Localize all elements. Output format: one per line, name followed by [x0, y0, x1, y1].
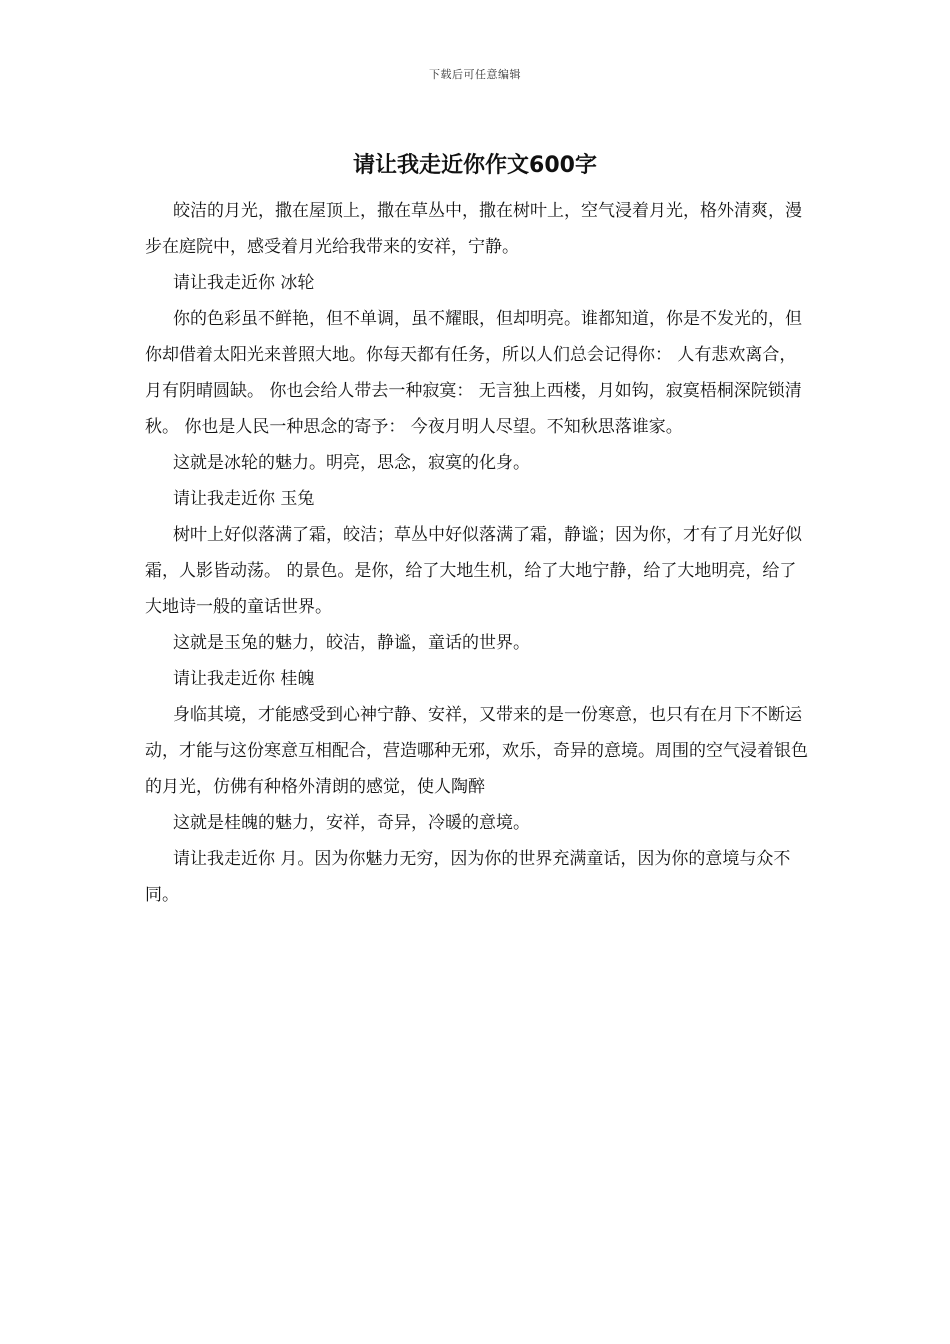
paragraph-gui-po: 身临其境，才能感受到心神宁静、安祥，又带来的是一份寒意，也只有在月下不断运动，才能与这份寒意互相配合，营造哪种无邪，欢乐，奇异的意境。周围的空气浸着银色的月光，仿佛有种格外清朗的感觉，使人陶醉	[145, 705, 808, 797]
header-note: 下载后可任意编辑	[429, 68, 521, 81]
section-heading-yu-tu: 请让我走近你 玉兔	[173, 489, 315, 509]
paragraph-yu-tu: 树叶上好似落满了霜，皎洁；草丛中好似落满了霜，静谧；因为你，才有了月光好似霜，人影皆动荡。 的景色。是你，给了大地生机，给了大地宁静，给了大地明亮，给了大地诗一般的童话世界。	[145, 525, 802, 617]
section-heading-gui-po: 请让我走近你 桂魄	[173, 669, 315, 689]
document-title: 请让我走近你作文600字	[353, 153, 597, 178]
document-body	[145, 193, 810, 913]
paragraph-conclusion: 请让我走近你 月。因为你魅力无穷，因为你的世界充满童话，因为你的意境与众不同。	[145, 849, 791, 905]
paragraph-gui-po-summary: 这就是桂魄的魅力，安祥，奇异，冷暖的意境。	[173, 813, 530, 833]
section-heading-bing-lun: 请让我走近你 冰轮	[173, 273, 315, 293]
paragraph-bing-lun-summary: 这就是冰轮的魅力。明亮，思念，寂寞的化身。	[173, 453, 530, 473]
paragraph-bing-lun: 你的色彩虽不鲜艳，但不单调，虽不耀眼，但却明亮。谁都知道，你是不发光的，但你却借着太阳光来普照大地。你每天都有任务，所以人们总会记得你： 人有悲欢离合，月有阴晴圆缺。 你也会给人带去一种寂寞： 无言独上西楼，月如钩，寂寞梧桐深院锁清秋。 你也是人民一种思念的寄予： 今夜月明人尽望。不知秋思落谁家。	[145, 309, 802, 437]
paragraph-yu-tu-summary: 这就是玉兔的魅力，皎洁，静谧，童话的世界。	[173, 633, 530, 653]
paragraph-intro: 皎洁的月光，撒在屋顶上，撒在草丛中，撒在树叶上，空气浸着月光，格外清爽，漫步在庭院中，感受着月光给我带来的安祥，宁静。	[145, 201, 802, 257]
